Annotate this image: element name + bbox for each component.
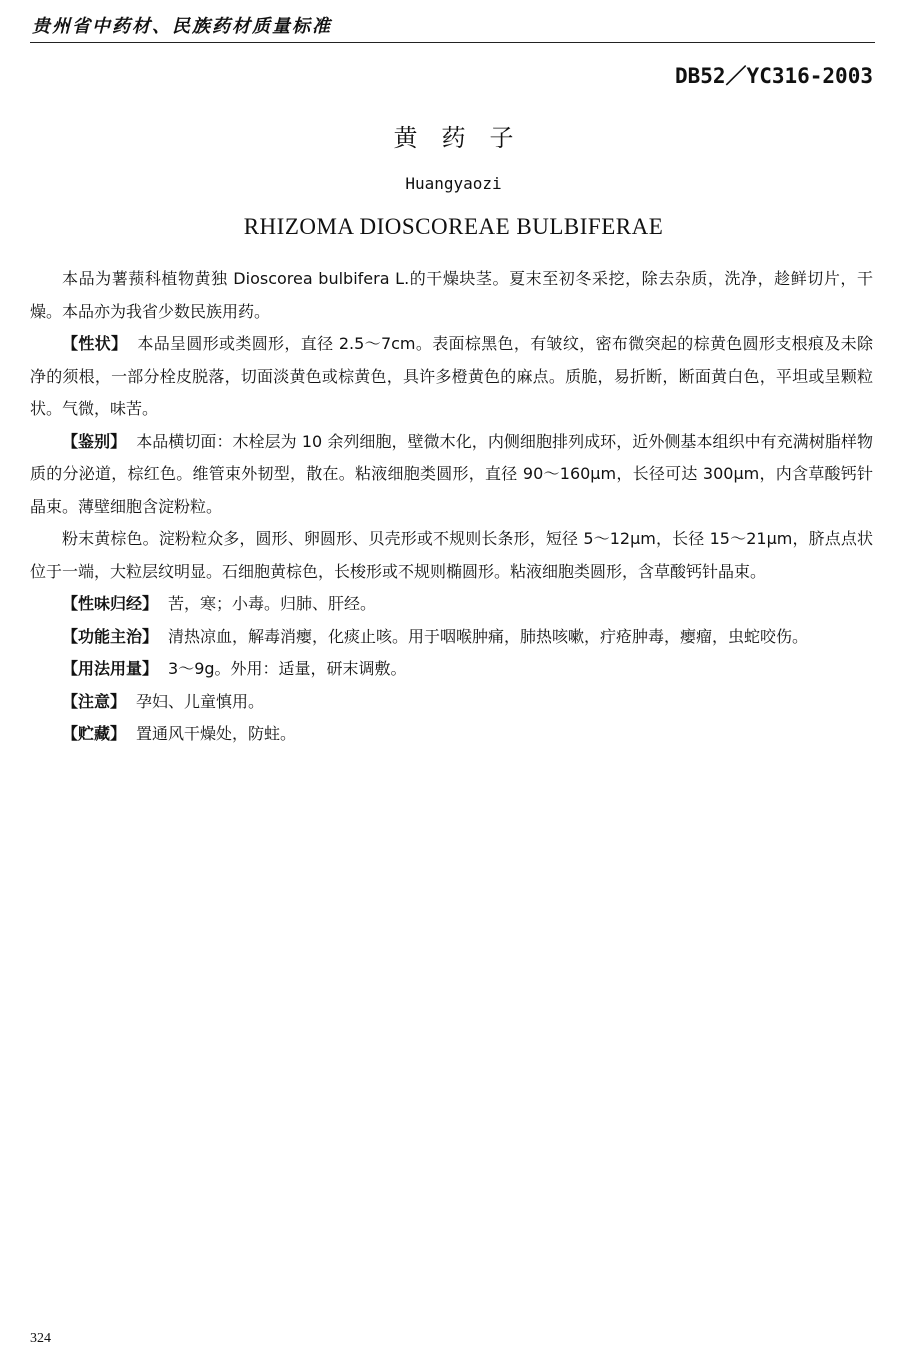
nature-label: 【性味归经】 (62, 594, 159, 613)
caution-label: 【注意】 (62, 691, 127, 711)
identification-label: 【鉴别】 (62, 431, 127, 451)
identification-text: 本品横切面：木栓层为 10 余列细胞，壁微木化，内侧细胞排列成环，近外侧基本组织中有充满树脂样物质的分泌道，棕红色。维管束外韧型，散在。粘液细胞类圆形，直径 90～160μm，长径可达 300μm，内含草酸钙针晶束。薄壁细胞含淀粉粒。 (30, 431, 873, 516)
running-header-title: 贵州省中药材、民族药材质量标准 (32, 16, 332, 37)
page-number: 324 (30, 1331, 51, 1346)
monograph-title-latin: RHIZOMA DIOSCOREAE BULBIFERAE (243, 214, 664, 239)
description-text: 本品呈圆形或类圆形，直径 2.5～7cm。表面棕黑色，有皱纹，密布微突起的棕黄色圆形支根痕及未除净的须根，一部分栓皮脱落，切面淡黄色或棕黄色，具许多橙黄色的麻点。质脆，易折断，断面黄白色，平坦或呈颗粒状。气微，味苦。 (30, 334, 873, 418)
caution-paragraph (30, 686, 873, 719)
monograph-title-chinese: 黄药子 (393, 124, 538, 152)
function-label: 【功能主治】 (62, 626, 159, 646)
nature-text: 苦，寒；小毒。归肺、肝经。 (168, 594, 377, 613)
nature-paragraph (30, 588, 873, 621)
description-paragraph (30, 328, 873, 426)
monograph-title-pinyin: Huangyaozi (405, 174, 502, 193)
storage-text: 置通风干燥处，防蛀。 (136, 724, 297, 743)
storage-paragraph (30, 718, 873, 751)
standard-code: DB52／YC316-2003 (674, 64, 873, 88)
header-divider (30, 42, 875, 43)
dosage-label: 【用法用量】 (62, 659, 159, 678)
caution-text: 孕妇、儿童慎用。 (136, 691, 265, 711)
function-paragraph (30, 621, 873, 654)
dosage-text: 3～9g。外用：适量，研末调敷。 (168, 659, 407, 678)
dosage-paragraph (30, 653, 873, 686)
function-text: 清热凉血，解毒消瘿，化痰止咳。用于咽喉肿痛，肺热咳嗽，疔疮肿毒，瘿瘤，虫蛇咬伤。 (168, 626, 809, 646)
intro-paragraph: 本品为薯蓣科植物黄独 Dioscorea bulbifera L.的干燥块茎。夏末至初冬采挖，除去杂质，洗净，趁鲜切片，干燥。本品亦为我省少数民族用药。 (30, 269, 873, 321)
powder-paragraph: 粉末黄棕色。淀粉粒众多，圆形、卵圆形、贝壳形或不规则长条形，短径 5～12μm，长径 15～21μm，脐点点状位于一端，大粒层纹明显。石细胞黄棕色，长梭形或不规则椭圆形。粘液细胞类圆形，含草酸钙针晶束。 (30, 529, 873, 581)
storage-label: 【贮藏】 (62, 724, 127, 743)
monograph-body (30, 263, 873, 751)
identification-paragraph (30, 426, 873, 524)
description-label: 【性状】 (62, 334, 128, 353)
